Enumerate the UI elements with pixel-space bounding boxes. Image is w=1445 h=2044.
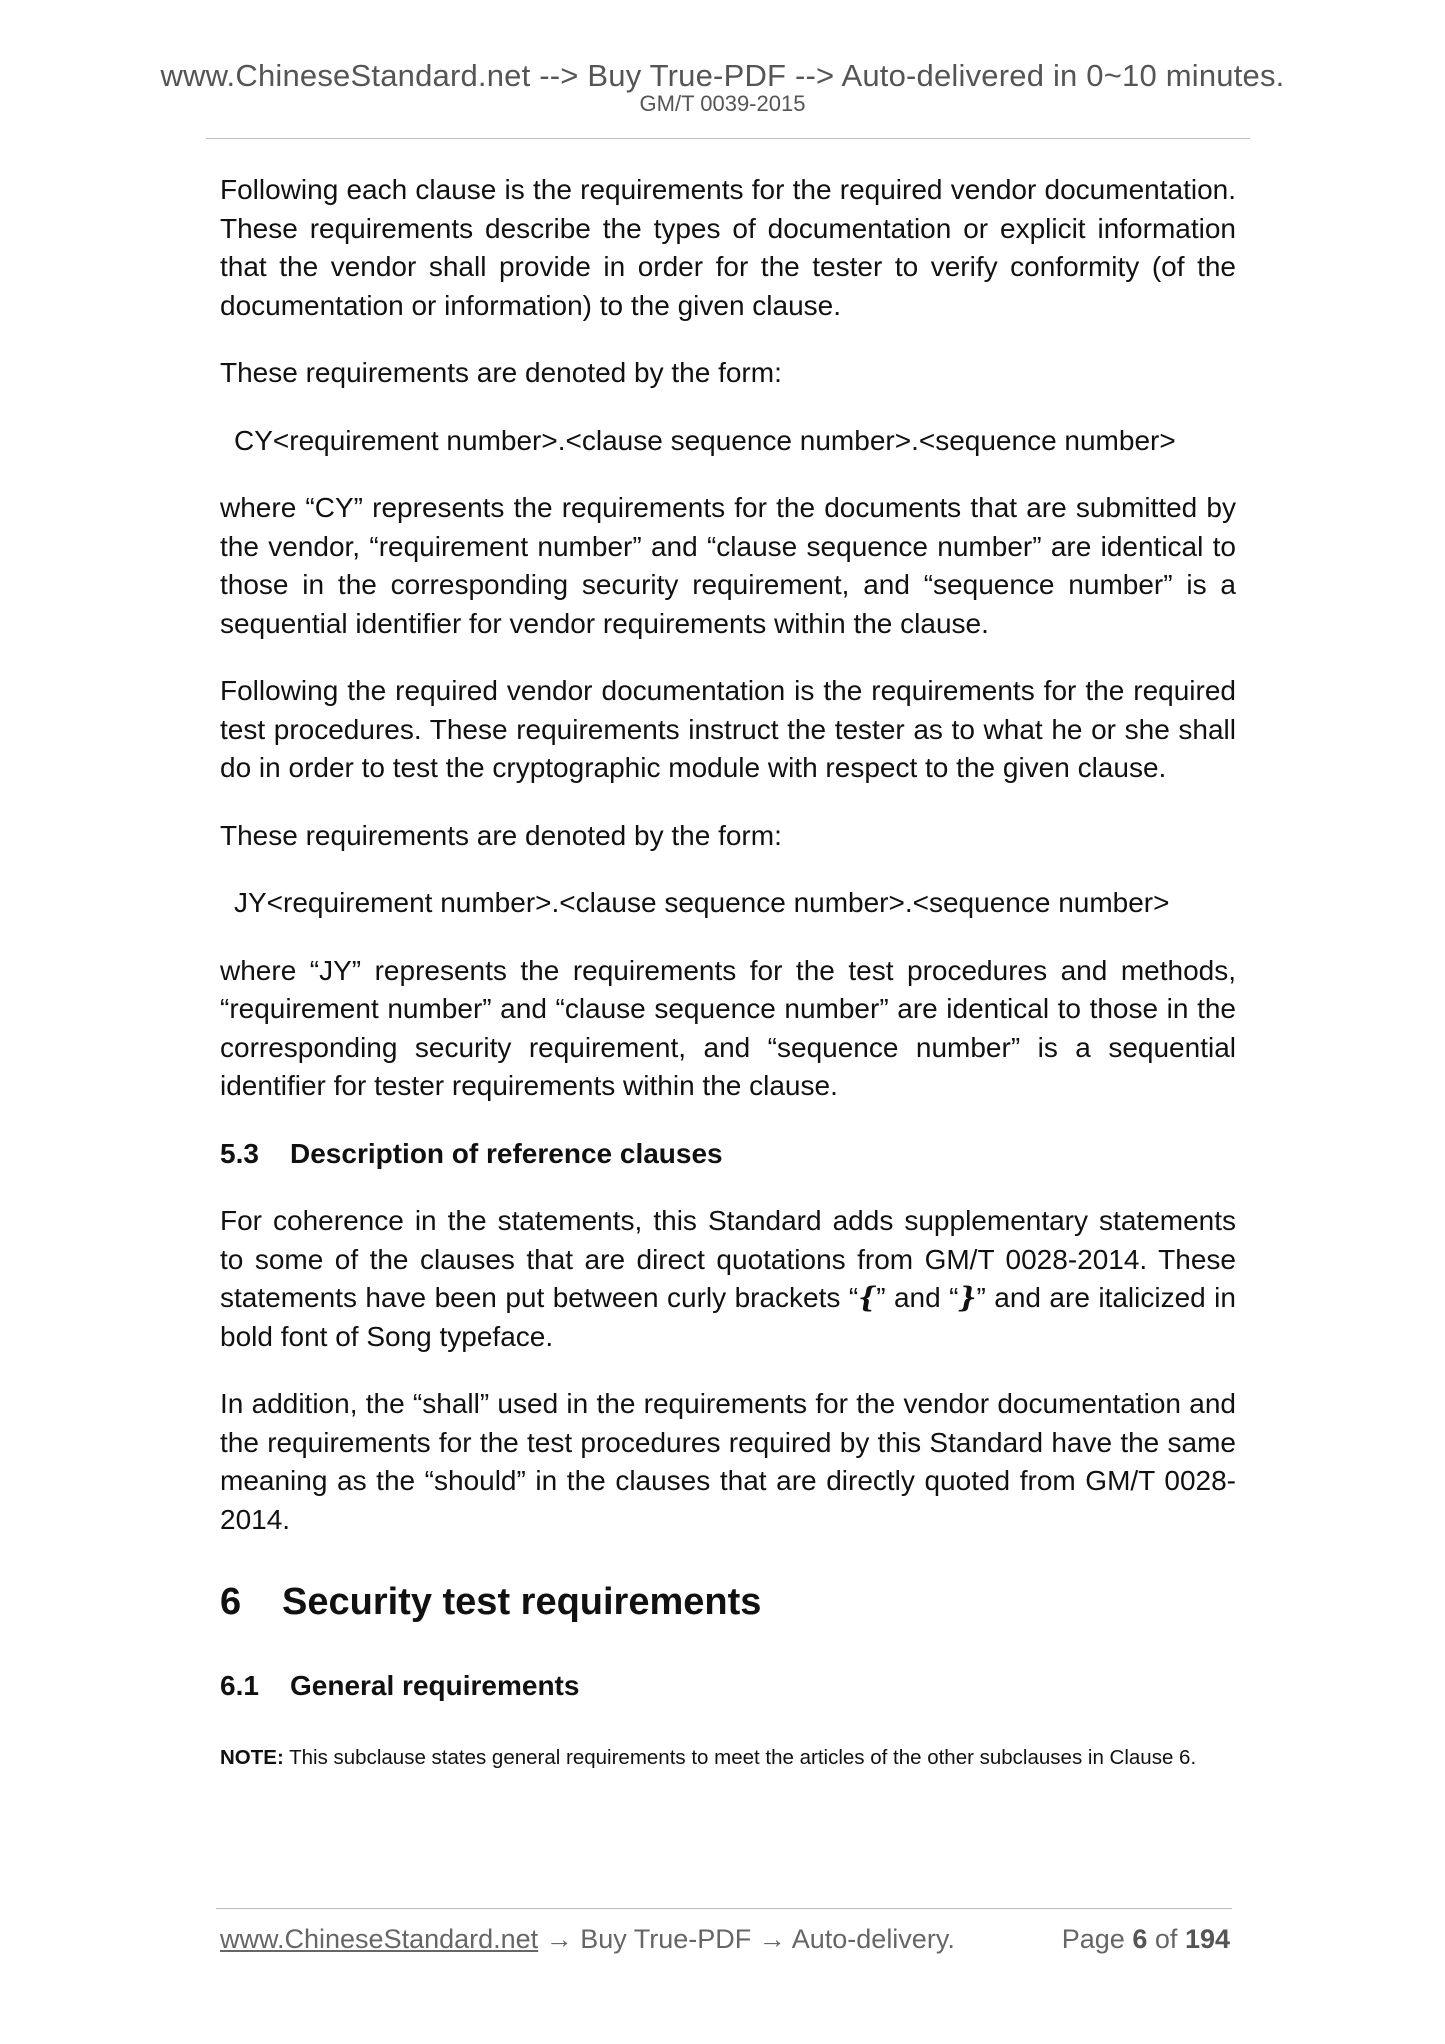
footer-delivery-text: → Buy True-PDF → Auto-delivery. xyxy=(538,1924,955,1954)
close-curly-bracket: } xyxy=(958,1281,977,1314)
footer-website-link[interactable]: www.ChineseStandard.net xyxy=(220,1924,539,1954)
footer xyxy=(220,1921,1230,1957)
header-banner: www.ChineseStandard.net --> Buy True-PDF --> Auto-delivered in 0~10 minutes. xyxy=(160,58,1285,93)
paragraph-vendor-documentation: Following each clause is the requirements for the required vendor documentation. These requirements describe the types of documentation or explicit information that the vendor shall provide in order for the tester to verify conformity (of the documentation or information) to the given clause. xyxy=(220,174,1236,321)
paragraph-coherence-part-1: For coherence in the statements, this Standard adds supplementary statements to some of the clauses that are direct quotations from GM/T 0028-2014. These statements have been put between curly brackets “ xyxy=(220,1205,1236,1313)
paragraph-cy-definition: where “CY” represents the requirements for the documents that are submitted by the vendor, “requirement number” and “clause sequence number” are identical to those in the corresponding security requirement, and “sequence number” is a sequential identifier for vendor requirements within the clause. xyxy=(220,492,1236,639)
note xyxy=(220,1740,1236,1776)
heading-5-3-number: 5.3 xyxy=(220,1137,259,1169)
paragraph-form-intro-jy: These requirements are denoted by the form: xyxy=(220,819,782,851)
page-label: Page xyxy=(1061,1924,1125,1954)
paragraph-test-procedures: Following the required vendor documentation is the requirements for the required test procedures. These requirements instruct the tester as to what he or she shall do in order to test the cryptographic module with respect to the given clause. xyxy=(220,675,1236,783)
heading-5-3-title: Description of reference clauses xyxy=(290,1137,723,1169)
page-number: 6 xyxy=(1132,1924,1148,1954)
formula-cy: CY<requirement number>.<clause sequence number>.<sequence number> xyxy=(234,424,1176,456)
paragraph-shall-meaning: In addition, the “shall” used in the requirements for the vendor documentation and the requirements for the test procedures required by this Standard have the same meaning as the “should” in the clauses that are directly quoted from GM/T 0028-2014. xyxy=(220,1388,1236,1535)
heading-5-3 xyxy=(220,1135,1236,1174)
note-text: This subclause states general requirements to meet the articles of the other subclauses in Clause 6. xyxy=(283,1745,1197,1769)
paragraph-coherence xyxy=(220,1202,1236,1356)
paragraph-jy-definition: where “JY” represents the requirements for the test procedures and methods, “requirement number” and “clause sequence number” are identical to those in the corresponding security requirement, and “sequence number” is a sequential identifier for tester requirements within the clause. xyxy=(220,954,1236,1101)
of-label: of xyxy=(1154,1924,1178,1954)
heading-6-1-title: General requirements xyxy=(290,1670,580,1701)
paragraph-coherence-part-2: ” and “ xyxy=(876,1282,959,1313)
paragraph-coherence-part-3: ” and are italicized in bold font of Song typeface. xyxy=(220,1282,1236,1352)
document-id: GM/T 0039-2015 xyxy=(639,91,806,116)
page-indicator xyxy=(1062,1921,1230,1957)
total-pages: 194 xyxy=(1184,1924,1230,1954)
heading-6 xyxy=(220,1579,1236,1625)
note-label: NOTE: xyxy=(220,1745,284,1769)
heading-6-1-number: 6.1 xyxy=(220,1670,259,1701)
open-curly-bracket: { xyxy=(858,1281,877,1314)
formula-jy: JY<requirement number>.<clause sequence number>.<sequence number> xyxy=(234,887,1170,918)
heading-6-number: 6 xyxy=(220,1581,242,1623)
footer-divider xyxy=(216,1908,1232,1909)
heading-6-1 xyxy=(220,1667,1236,1706)
heading-6-title: Security test requirements xyxy=(282,1581,762,1623)
header-divider xyxy=(206,138,1250,139)
paragraph-form-intro-cy: These requirements are denoted by the form: xyxy=(220,357,782,388)
page-content xyxy=(220,171,1236,1776)
